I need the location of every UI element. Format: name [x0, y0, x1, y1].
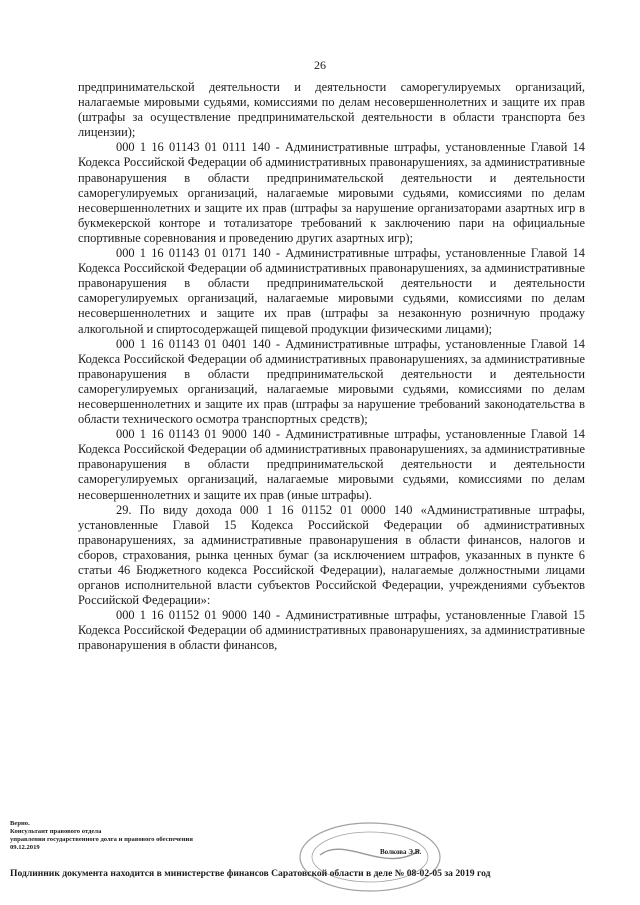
- certification-date: 09.12.2019: [10, 844, 40, 851]
- paragraph-code-0111: 000 1 16 01143 01 0111 140 - Административные штрафы, установленные Главой 14 Кодекса Российской Федерации об административных правонарушениях, за административные правонарушения в области предпринимательской деятельности и деятельности саморегулируемых организаций, налагаемые мировыми судьями, комиссиями по делам несовершеннолетних и защите их прав (штрафы за нарушение организаторами азартных игр в букмекерской конторе и тотализаторе требований к заключению пари на официальные спортивные соревнования и проведению других азартных игр);: [78, 140, 585, 245]
- archive-note: Подлинник документа находится в министерстве финансов Саратовской области в деле № 08-02-05 за 2019 год: [10, 868, 491, 879]
- paragraph-code-9000: 000 1 16 01143 01 9000 140 - Административные штрафы, установленные Главой 14 Кодекса Российской Федерации об административных правонарушениях, за административные правонарушения в области предпринимательской деятельности и деятельности саморегулируемых организаций, налагаемые мировыми судьями, комиссиями по делам несовершеннолетних и защите их прав (иные штрафы).: [78, 427, 585, 502]
- paragraph-item-29: 29. По виду дохода 000 1 16 01152 01 0000 140 «Административные штрафы, установленные Главой 15 Кодекса Российской Федерации об административных правонарушениях, за административные правонарушения в области финансов, налогов и сборов, страхования, рынка ценных бумаг (за исключением штрафов, указанных в пункте 6 статьи 46 Бюджетного кодекса Российской Федерации), налагаемые должностными лицами органов исполнительной власти субъектов Российской Федерации, учреждениями субъектов Российской Федерации»:: [78, 502, 585, 608]
- certification-line: Верно.: [10, 820, 30, 827]
- certification-line: Консультант правового отдела: [10, 828, 102, 835]
- page-number: 26: [314, 58, 326, 72]
- official-stamp: [290, 815, 450, 895]
- certification-block: [10, 820, 220, 852]
- certification-line: управления государственного долга и правового обеспечения: [10, 836, 193, 843]
- document-body: [78, 80, 585, 654]
- paragraph-code-0171: 000 1 16 01143 01 0171 140 - Административные штрафы, установленные Главой 14 Кодекса Российской Федерации об административных правонарушениях, за административные правонарушения в области предпринимательской деятельности и деятельности саморегулируемых организаций, налагаемые мировыми судьями, комиссиями по делам несовершеннолетних и защите их прав (штрафы за незаконную розничную продажу алкогольной и спиртосодержащей пищевой продукции физическими лицами);: [78, 246, 585, 336]
- paragraph-code-01152-9000: 000 1 16 01152 01 9000 140 - Административные штрафы, установленные Главой 15 Кодекса Российской Федерации об административных правонарушениях, за административные правонарушения в области финансов,: [78, 608, 585, 653]
- signatory-name: Волкова Э.В.: [380, 848, 422, 856]
- paragraph-continuation: предпринимательской деятельности и деятельности саморегулируемых организаций, налагаемые мировыми судьями, комиссиями по делам несовершеннолетних и защите их прав (штрафы за осуществление предпринимательской деятельности в области транспорта без лицензии);: [78, 80, 585, 140]
- paragraph-code-0401: 000 1 16 01143 01 0401 140 - Административные штрафы, установленные Главой 14 Кодекса Российской Федерации об административных правонарушениях, за административные правонарушения в области предпринимательской деятельности и деятельности саморегулируемых организаций, налагаемые мировыми судьями, комиссиями по делам несовершеннолетних и защите их прав (штрафы за нарушение требований законодательства в области технического осмотра транспортных средств);: [78, 336, 585, 427]
